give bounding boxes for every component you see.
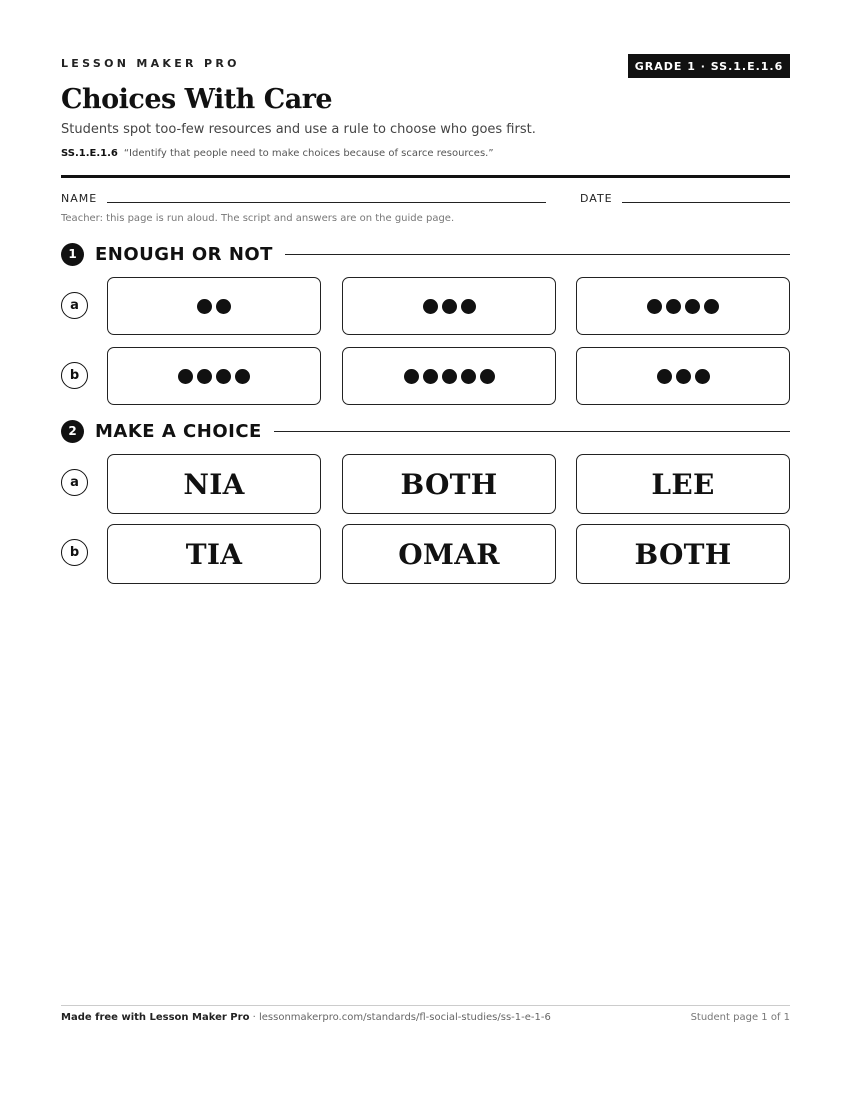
row-letter-badge: b	[61, 539, 88, 566]
answer-card-dots[interactable]	[576, 277, 790, 335]
answer-card-word[interactable]	[107, 454, 321, 514]
dot-icon	[216, 369, 231, 384]
question-row-1a	[61, 277, 790, 335]
standard-text: “Identify that people need to make choices because of scarce resources.”	[123, 148, 494, 159]
dot-icon	[235, 369, 250, 384]
section-enough-or-not-header	[61, 242, 790, 266]
dot-icon	[442, 369, 457, 384]
dot-icon	[480, 369, 495, 384]
answer-card-word[interactable]	[342, 524, 556, 584]
question-row-2b	[61, 524, 790, 584]
question-row-2a	[61, 454, 790, 514]
grade-badge: GRADE 1 · SS.1.E.1.6	[628, 54, 790, 78]
dot-icon	[676, 369, 691, 384]
section-title: MAKE A CHOICE	[95, 420, 262, 442]
question-row-1b	[61, 347, 790, 405]
standard-code: SS.1.E.1.6	[61, 148, 118, 159]
section-title: ENOUGH OR NOT	[95, 243, 273, 265]
answer-card-dots[interactable]	[342, 347, 556, 405]
date-label: DATE	[580, 192, 613, 205]
answer-word: BOTH	[634, 537, 732, 571]
section-divider	[274, 431, 790, 432]
footer-separator: ·	[249, 1012, 259, 1023]
standard-line	[61, 148, 494, 159]
answer-card-dots[interactable]	[342, 277, 556, 335]
dot-group	[197, 299, 231, 314]
dot-group	[404, 369, 495, 384]
row-letter-badge: a	[61, 292, 88, 319]
answer-word: LEE	[651, 467, 715, 501]
worksheet-page	[61, 0, 790, 1100]
section-make-a-choice-header	[61, 419, 790, 443]
dot-icon	[461, 299, 476, 314]
answer-word: OMAR	[398, 537, 500, 571]
footer-divider	[61, 1005, 790, 1006]
dot-icon	[197, 369, 212, 384]
dot-icon	[404, 369, 419, 384]
dot-icon	[647, 299, 662, 314]
dot-icon	[695, 369, 710, 384]
section-number-badge: 2	[61, 420, 84, 443]
answer-word: NIA	[183, 467, 245, 501]
section-divider	[285, 254, 790, 255]
page-subtitle: Students spot too-few resources and use a rule to choose who goes first.	[61, 122, 536, 137]
dot-group	[657, 369, 710, 384]
header-divider	[61, 175, 790, 178]
name-field[interactable]	[107, 202, 546, 203]
answer-card-dots[interactable]	[107, 347, 321, 405]
dot-group	[423, 299, 476, 314]
answer-card-dots[interactable]	[107, 277, 321, 335]
dot-icon	[666, 299, 681, 314]
answer-card-dots[interactable]	[576, 347, 790, 405]
dot-icon	[442, 299, 457, 314]
teacher-note: Teacher: this page is run aloud. The script and answers are on the guide page.	[61, 213, 455, 224]
dot-icon	[178, 369, 193, 384]
page-number: Student page 1 of 1	[690, 1012, 790, 1023]
dot-icon	[461, 369, 476, 384]
dot-icon	[216, 299, 231, 314]
row-letter-badge: b	[61, 362, 88, 389]
footer-url[interactable]: lessonmakerpro.com/standards/fl-social-studies/ss-1-e-1-6	[258, 1012, 551, 1023]
dot-icon	[704, 299, 719, 314]
dot-icon	[657, 369, 672, 384]
dot-group	[178, 369, 250, 384]
row-letter-badge: a	[61, 469, 88, 496]
answer-word: TIA	[185, 537, 243, 571]
brand-name: LESSON MAKER PRO	[61, 57, 240, 70]
date-field[interactable]	[622, 202, 790, 203]
dot-icon	[685, 299, 700, 314]
answer-card-word[interactable]	[576, 524, 790, 584]
answer-card-word[interactable]	[107, 524, 321, 584]
answer-card-word[interactable]	[576, 454, 790, 514]
footer-credit	[61, 1012, 551, 1023]
answer-card-word[interactable]	[342, 454, 556, 514]
dot-group	[647, 299, 719, 314]
dot-icon	[423, 369, 438, 384]
page-title: Choices With Care	[61, 84, 333, 115]
dot-icon	[423, 299, 438, 314]
dot-icon	[197, 299, 212, 314]
section-number-badge: 1	[61, 243, 84, 266]
footer-made-with: Made free with Lesson Maker Pro	[61, 1012, 250, 1023]
name-label: NAME	[61, 192, 98, 205]
answer-word: BOTH	[400, 467, 498, 501]
